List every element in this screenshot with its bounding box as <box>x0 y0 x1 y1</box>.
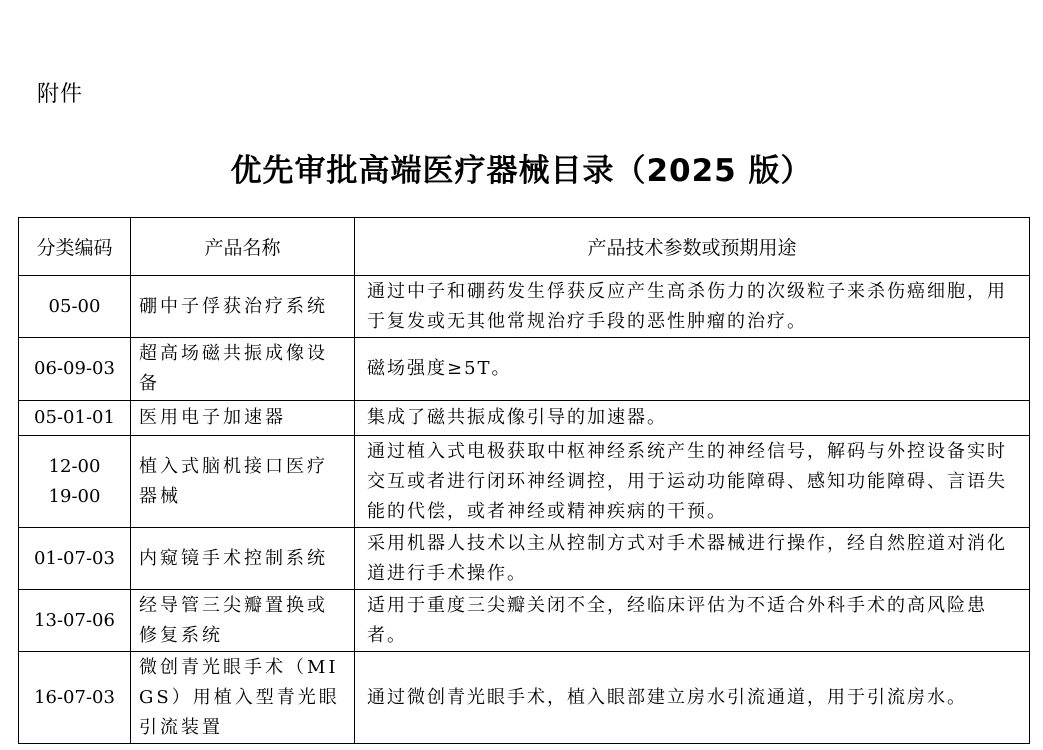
product-name-cell: 内窥镜手术控制系统 <box>131 528 355 590</box>
category-code: 01-07-03 <box>34 547 115 569</box>
category-code: 05-01-01 <box>34 407 115 428</box>
category-code-cell <box>19 338 131 401</box>
header-product-parameters: 产品技术参数或预期用途 <box>355 218 1030 276</box>
product-name-cell: 经导管三尖瓣置换或修复系统 <box>131 590 355 652</box>
category-code-cell <box>19 652 131 744</box>
category-code: 06-09-03 <box>34 358 115 379</box>
product-name-cell: 植入式脑机接口医疗器械 <box>131 436 355 528</box>
category-code: 05-00 <box>48 295 101 317</box>
category-code: 13-07-06 <box>34 609 115 631</box>
table-row <box>19 590 1030 652</box>
product-parameters-cell: 采用机器人技术以主从控制方式对手术器械进行操作，经自然腔道对消化道进行手术操作。 <box>355 528 1030 590</box>
table-row <box>19 528 1030 590</box>
table-row <box>19 338 1030 401</box>
header-product-name: 产品名称 <box>131 218 355 276</box>
product-parameters-cell: 集成了磁共振成像引导的加速器。 <box>355 401 1030 436</box>
product-parameters-cell: 通过植入式电极获取中枢神经系统产生的神经信号，解码与外控设备实时交互或者进行闭环神经调控，用于运动功能障碍、感知功能障碍、言语失能的代偿，或者神经或精神疾病的干预。 <box>355 436 1030 528</box>
device-catalog-table <box>18 217 1030 744</box>
category-code: 16-07-03 <box>34 686 115 708</box>
product-parameters-cell: 适用于重度三尖瓣关闭不全，经临床评估为不适合外科手术的高风险患者。 <box>355 590 1030 652</box>
attachment-label: 附件 <box>37 82 84 107</box>
category-code-cell <box>19 528 131 590</box>
product-name-cell: 硼中子俘获治疗系统 <box>131 276 355 338</box>
category-code-cell <box>19 590 131 652</box>
table-row <box>19 436 1030 528</box>
category-code: 19-00 <box>48 485 101 507</box>
category-code-cell <box>19 401 131 436</box>
table-row <box>19 401 1030 436</box>
table-header-row <box>19 218 1030 276</box>
category-code-cell <box>19 436 131 528</box>
category-code-cell <box>19 276 131 338</box>
product-parameters-cell: 磁场强度≥5T。 <box>355 338 1030 401</box>
category-code: 12-00 <box>48 455 101 477</box>
product-name-cell: 医用电子加速器 <box>131 401 355 436</box>
header-category-code: 分类编码 <box>19 218 131 276</box>
document-title: 优先审批高端医疗器械目录（2025 版） <box>230 153 813 189</box>
table-row <box>19 652 1030 744</box>
product-name-cell: 超高场磁共振成像设备 <box>131 338 355 401</box>
table-row <box>19 276 1030 338</box>
product-parameters-cell: 通过微创青光眼手术，植入眼部建立房水引流通道，用于引流房水。 <box>355 652 1030 744</box>
product-parameters-cell: 通过中子和硼药发生俘获反应产生高杀伤力的次级粒子来杀伤癌细胞，用于复发或无其他常规治疗手段的恶性肿瘤的治疗。 <box>355 276 1030 338</box>
product-name-cell: 微创青光眼手术（MIGS）用植入型青光眼引流装置 <box>131 652 355 744</box>
